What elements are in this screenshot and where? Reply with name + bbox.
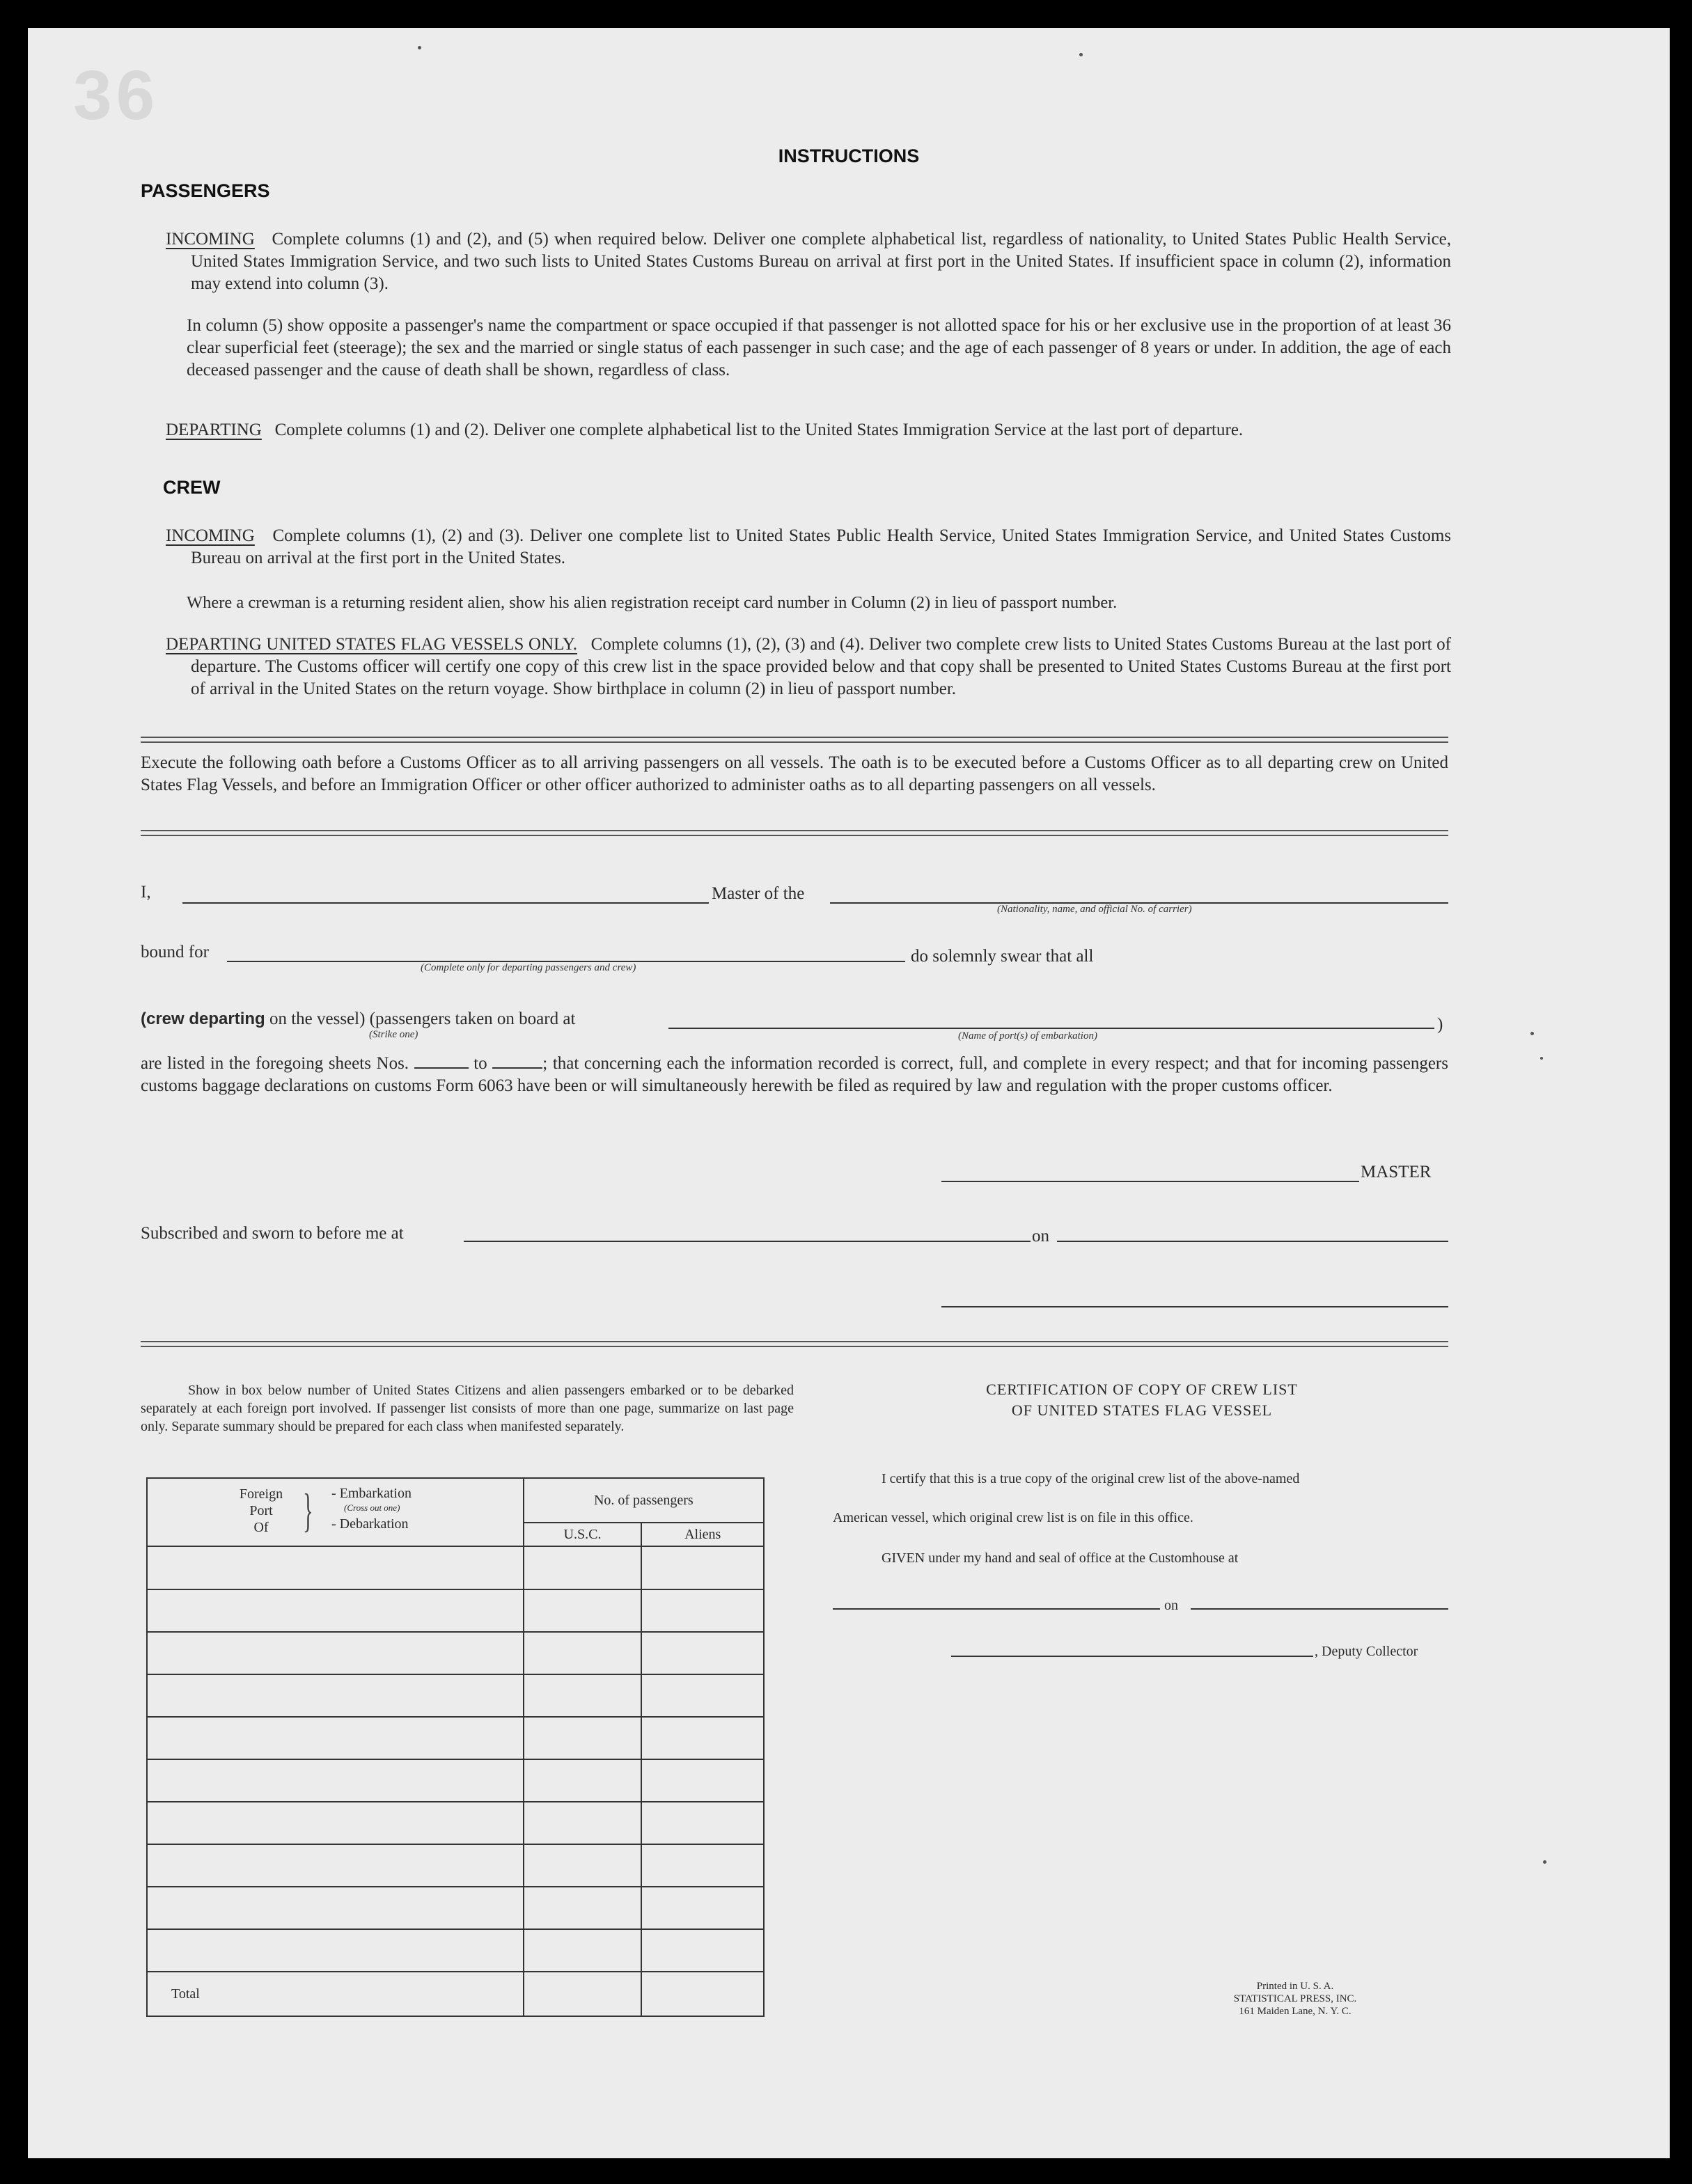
port-cell[interactable] xyxy=(147,1589,524,1632)
passengers-departing-text: Complete columns (1) and (2). Deliver one complete alphabetical list to the United States Immigration Service at the last port of departure. xyxy=(274,421,1244,439)
passengers-heading: PASSENGERS xyxy=(141,180,270,201)
cross-out-hint: (Cross out one) xyxy=(344,1502,400,1513)
crew-departing-line xyxy=(141,1008,575,1030)
crew-incoming-text: Complete columns (1), (2) and (3). Deliver one complete list to United States Public Health Service, United States Immigration Service, and United States Customs Bureau on arrival at the first port in the United States. xyxy=(191,526,1452,567)
aliens-cell[interactable] xyxy=(641,1759,764,1802)
strike-one-hint: (Strike one) xyxy=(369,1029,418,1040)
usc-cell[interactable] xyxy=(524,1546,642,1589)
sworn-on-label: on xyxy=(1032,1227,1049,1246)
total-label-cell xyxy=(147,1972,524,2016)
listed-text-a: are listed in the foregoing sheets Nos. xyxy=(141,1054,409,1073)
speck xyxy=(1540,1057,1543,1060)
speck xyxy=(1543,1860,1546,1864)
printer-line-2: STATISTICAL PRESS, INC. xyxy=(1233,1993,1357,2004)
crew-incoming-paragraph xyxy=(166,525,1451,569)
listed-text-b: ; that concerning each the information recorded is correct, full, and complete in every respect; and that for incoming passengers customs baggage declarations on customs Form 6063 have been or will simultaneously herewith be filed as required by law and regulation with the proper customs officer. xyxy=(141,1054,1448,1095)
form-page xyxy=(28,28,1670,2158)
port-cell[interactable] xyxy=(147,1844,524,1887)
debarkation-label: - Debarkation xyxy=(331,1516,409,1532)
aliens-cell[interactable] xyxy=(641,1546,764,1589)
usc-header xyxy=(524,1523,642,1546)
aliens-cell[interactable] xyxy=(641,1717,764,1759)
master-label: MASTER xyxy=(1361,1163,1432,1181)
table-row xyxy=(147,1802,764,1844)
table-row xyxy=(147,1929,764,1972)
port-cell[interactable] xyxy=(147,1632,524,1674)
table-row xyxy=(147,1717,764,1759)
oath-listed-paragraph xyxy=(141,1053,1448,1097)
speck xyxy=(1079,53,1083,56)
sworn-place-field[interactable] xyxy=(464,1241,1031,1242)
summary-instructions: Show in box below number of United States Citizens and alien passengers embarked or to be debarked separately at each foreign port involved. If passenger list consists of more than one page, summarize on last page only. Separate summary should be prepared for each class when manifested separately. xyxy=(141,1383,794,1434)
embarkation-label: - Embarkation xyxy=(331,1486,412,1501)
table-row xyxy=(147,1632,764,1674)
oath-i-label: I, xyxy=(141,883,151,902)
port-cell[interactable] xyxy=(147,1802,524,1844)
table-row xyxy=(147,1844,764,1887)
port-cell[interactable] xyxy=(147,1929,524,1972)
certification-date-field[interactable] xyxy=(1191,1608,1448,1610)
swear-text: do solemnly swear that all xyxy=(911,947,1094,966)
section-divider xyxy=(141,1341,1448,1347)
speck xyxy=(418,46,421,49)
sworn-date-field[interactable] xyxy=(1057,1241,1448,1242)
usc-cell[interactable] xyxy=(524,1844,642,1887)
usc-cell[interactable] xyxy=(524,1717,642,1759)
crew-departing-text: Complete columns (1), (2), (3) and (4). Deliver two complete crew lists to United States Customs Bureau at the last port of departure. The Customs officer will certify one copy of this crew list in the space provided below and that copy shall be presented to United States Customs Bureau at the first port of arrival in the United States on the return voyage. Show birthplace in column (2) in lieu of passport number. xyxy=(191,635,1452,698)
master-of-the-label: Master of the xyxy=(712,884,805,903)
bound-for-hint: (Complete only for departing passengers and crew) xyxy=(421,962,636,973)
usc-cell[interactable] xyxy=(524,1887,642,1929)
deputy-collector-label: , Deputy Collector xyxy=(1315,1644,1418,1659)
of-label: Of xyxy=(253,1520,269,1535)
total-row xyxy=(147,1972,764,2016)
no-of-passengers-header xyxy=(524,1478,764,1523)
foreign-label: Foreign xyxy=(239,1486,283,1502)
no-of-passengers-label: No. of passengers xyxy=(593,1492,694,1508)
passenger-summary-table xyxy=(146,1477,765,2017)
passengers-column5-paragraph: In column (5) show opposite a passenger's name the compartment or space occupied if that passenger is not allotted space for his or her exclusive use in the proportion of at least 36 clear superficial feet (steerage); the sex and the married or single status of each passenger in such case; and the age of each passenger of 8 years or under. In addition, the age of each deceased passenger and the cause of death shall be shown, regardless of class. xyxy=(187,316,1451,379)
aliens-cell[interactable] xyxy=(641,1802,764,1844)
aliens-cell[interactable] xyxy=(641,1632,764,1674)
usc-cell[interactable] xyxy=(524,1632,642,1674)
crew-departing-paragraph xyxy=(166,634,1451,700)
speck xyxy=(1530,1032,1534,1035)
port-label: Port xyxy=(249,1503,273,1518)
aliens-cell[interactable] xyxy=(641,1929,764,1972)
total-usc-cell[interactable] xyxy=(524,1972,642,2016)
officer-signature-field[interactable] xyxy=(941,1306,1448,1307)
usc-cell[interactable] xyxy=(524,1802,642,1844)
certify-line-1: I certify that this is a true copy of the original crew list of the above-named xyxy=(882,1471,1300,1486)
port-cell[interactable] xyxy=(147,1546,524,1589)
passengers-incoming-label: INCOMING xyxy=(166,230,255,249)
oath-intro-paragraph: Execute the following oath before a Customs Officer as to all arriving passengers on all vessels. The oath is to be executed before a Customs Officer as to all departing crew on United States Flag Vessels, and before an Immigration Officer or other officer authorized to administer oaths as to all departing passengers on all vessels. xyxy=(141,753,1448,794)
instructions-title: INSTRUCTIONS xyxy=(778,146,920,166)
deputy-collector-signature-field[interactable] xyxy=(951,1656,1313,1657)
port-cell[interactable] xyxy=(147,1759,524,1802)
section-divider xyxy=(141,830,1448,836)
given-line: GIVEN under my hand and seal of office at the Customhouse at xyxy=(882,1550,1239,1566)
close-paren: ) xyxy=(1437,1015,1443,1034)
bound-for-label: bound for xyxy=(141,943,209,961)
passengers-departing-paragraph xyxy=(166,419,1451,441)
faded-page-stamp: 36 xyxy=(73,56,159,134)
table-row xyxy=(147,1589,764,1632)
aliens-cell[interactable] xyxy=(641,1844,764,1887)
certify-line-2: American vessel, which original crew list is on file in this office. xyxy=(833,1510,1193,1525)
passengers-incoming-paragraph xyxy=(166,228,1451,295)
total-aliens-cell[interactable] xyxy=(641,1972,764,2016)
printer-line-1: Printed in U. S. A. xyxy=(1256,1981,1334,1992)
listed-to: to xyxy=(473,1054,487,1073)
table-row xyxy=(147,1887,764,1929)
passengers-departing-label: DEPARTING xyxy=(166,421,262,439)
aliens-cell[interactable] xyxy=(641,1887,764,1929)
crew-resident-alien-text: Where a crewman is a returning resident alien, show his alien registration receipt card number in Column (2) in lieu of passport number. xyxy=(187,593,1118,612)
brace-icon: } xyxy=(302,1484,313,1537)
passengers-incoming-text: Complete columns (1) and (2), and (5) when required below. Deliver one complete alphabetical list, regardless of nationality, to United States Public Health Service, United States Immigration Service, and two such lists to United States Customs Bureau on arrival at first port in the United States. If insufficient space in column (2), information may extend into column (3). xyxy=(191,230,1452,293)
certification-on-label: on xyxy=(1164,1598,1178,1613)
crew-departing-label: DEPARTING UNITED STATES FLAG VESSELS ONLY. xyxy=(166,635,577,654)
sheet-from-field[interactable] xyxy=(414,1055,469,1069)
aliens-label: Aliens xyxy=(684,1526,721,1542)
port-cell[interactable] xyxy=(147,1887,524,1929)
port-header-cell xyxy=(147,1478,524,1546)
master-signature-field[interactable] xyxy=(941,1181,1359,1182)
embarkation-ports-hint: (Name of port(s) of embarkation) xyxy=(958,1030,1097,1042)
printer-line-3: 161 Maiden Lane, N. Y. C. xyxy=(1239,2006,1352,2017)
aliens-cell[interactable] xyxy=(641,1674,764,1717)
carrier-hint: (Nationality, name, and official No. of carrier) xyxy=(997,904,1192,915)
aliens-cell[interactable] xyxy=(641,1589,764,1632)
table-row xyxy=(147,1674,764,1717)
usc-label: U.S.C. xyxy=(563,1526,602,1542)
usc-cell[interactable] xyxy=(524,1674,642,1717)
crew-departing-bold: (crew departing xyxy=(141,1009,265,1028)
crew-departing-rest: on the vessel) (passengers taken on board at xyxy=(269,1009,576,1028)
sheet-to-field[interactable] xyxy=(492,1055,542,1069)
section-divider xyxy=(141,737,1448,743)
subscribed-label: Subscribed and sworn to before me at xyxy=(141,1224,404,1243)
port-cell[interactable] xyxy=(147,1717,524,1759)
aliens-header xyxy=(641,1523,764,1546)
certification-title-2: OF UNITED STATES FLAG VESSEL xyxy=(1011,1401,1273,1419)
total-label: Total xyxy=(171,1986,200,2002)
usc-cell[interactable] xyxy=(524,1759,642,1802)
usc-cell[interactable] xyxy=(524,1589,642,1632)
table-row xyxy=(147,1759,764,1802)
port-cell[interactable] xyxy=(147,1674,524,1717)
customhouse-field[interactable] xyxy=(833,1608,1160,1610)
crew-incoming-label: INCOMING xyxy=(166,526,255,545)
crew-heading: CREW xyxy=(163,477,221,498)
certification-title-1: CERTIFICATION OF COPY OF CREW LIST xyxy=(986,1381,1298,1398)
table-row xyxy=(147,1546,764,1589)
usc-cell[interactable] xyxy=(524,1929,642,1972)
master-name-field[interactable] xyxy=(182,902,709,904)
embarkation-ports-field[interactable] xyxy=(668,1028,1434,1029)
